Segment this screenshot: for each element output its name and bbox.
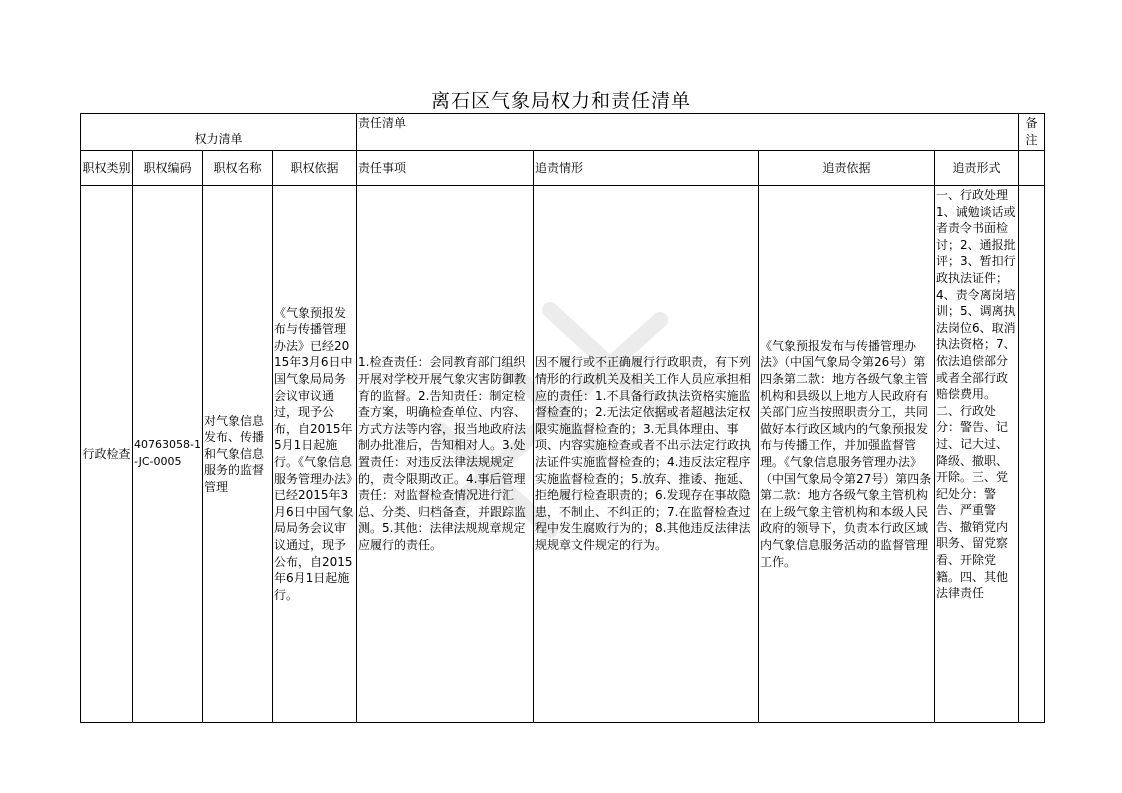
cell-accountability-basis: 《气象预报发布与传播管理办法》（中国气象局令第26号）第四条第二款：地方各级气象主管机构和县级以上地方人民政府有关部门应当按照职责分工，共同做好本行政区域内的气象预报发布与传播工作，并加强监督管理。《气象信息服务管理办法》（中国气象局令第27号）第四条第二款：地方各级气象主管机构在上级气象主管机构和本级人民政府的领导下，负责本行政区域内气象信息服务活动的监督管理工作。 <box>759 186 935 723</box>
column-header-responsibility-items: 责任事项 <box>357 151 534 186</box>
cell-accountability-forms: 一、行政处理1、诫勉谈话或者责令书面检讨；2、通报批评；3、暂扣行政执法证件；4、责令离岗培训；5、调离执法岗位6、取消执法资格；7、依法追偿部分或者全部行政赔偿费用。二、行政处分：警告、记过、记大过、降级、撤职、开除。三、党纪处分：警告、严重警告、撤销党内职务、留党察看、开除党籍。四、其他法律责任 <box>935 186 1019 723</box>
cell-name: 对气象信息发布、传播和气象信息服务的监督管理 <box>203 186 273 723</box>
cell-remarks <box>1019 186 1045 723</box>
column-header-accountability-forms: 追责形式 <box>935 151 1019 186</box>
column-header-accountability-situations: 追责情形 <box>534 151 759 186</box>
document-title: 离石区气象局权力和责任清单 <box>430 90 691 112</box>
column-header-basis: 职权依据 <box>273 151 357 186</box>
cell-responsibility-items: 1.检查责任：会同教育部门组织开展对学校开展气象灾害防御教育的监督。2.告知责任：制定检查方案，明确检查单位、内容、方式方法等内容，报当地政府法制办批准后，告知相对人。3.处置责任：对违反法律法规规定的，责令限期改正。4.事后管理责任：对监督检查情况进行汇总、分类、归档备查，并跟踪监测。5.其他：法律法规规章规定应履行的责任。 <box>357 186 534 723</box>
column-header-accountability-basis: 追责依据 <box>759 151 935 186</box>
cell-accountability-situations: 因不履行或不正确履行行政职责，有下列情形的行政机关及相关工作人员应承担相应的责任：1.不具备行政执法资格实施监督检查的；2.无法定依据或者超越法定权限实施监督检查的；3.无具体理由、事项、内容实施检查或者不出示法定行政执法证件实施监督检查的；4.违反法定程序实施监督检查的；5.放弃、推诿、拖延、拒绝履行检查职责的；6.发现存在事故隐患，不制止、不纠正的；7.在监督检查过程中发生腐败行为的；8.其他违反法律法规规章文件规定的行为。 <box>534 186 759 723</box>
column-header-remarks-blank <box>1019 151 1045 186</box>
power-responsibility-table <box>80 113 1045 723</box>
remarks-header: 备注 <box>1019 114 1045 151</box>
power-list-header: 权力清单 <box>81 114 357 151</box>
column-header-code: 职权编码 <box>133 151 203 186</box>
responsibility-list-header: 责任清单 <box>357 114 1019 151</box>
cell-code: 40763058-1-JC-0005 <box>133 186 203 723</box>
cell-basis: 《气象预报发布与传播管理办法》已经2015年3月6日中国气象局局务会议审议通过，现予公布，自2015年5月1日起施行。《气象信息服务管理办法》已经2015年3月6日中国气象局局务会议审议通过，现予公布，自2015年6月1日起施行。 <box>273 186 357 723</box>
column-header-name: 职权名称 <box>203 151 273 186</box>
column-header-category: 职权类别 <box>81 151 133 186</box>
cell-category: 行政检查 <box>81 186 133 723</box>
